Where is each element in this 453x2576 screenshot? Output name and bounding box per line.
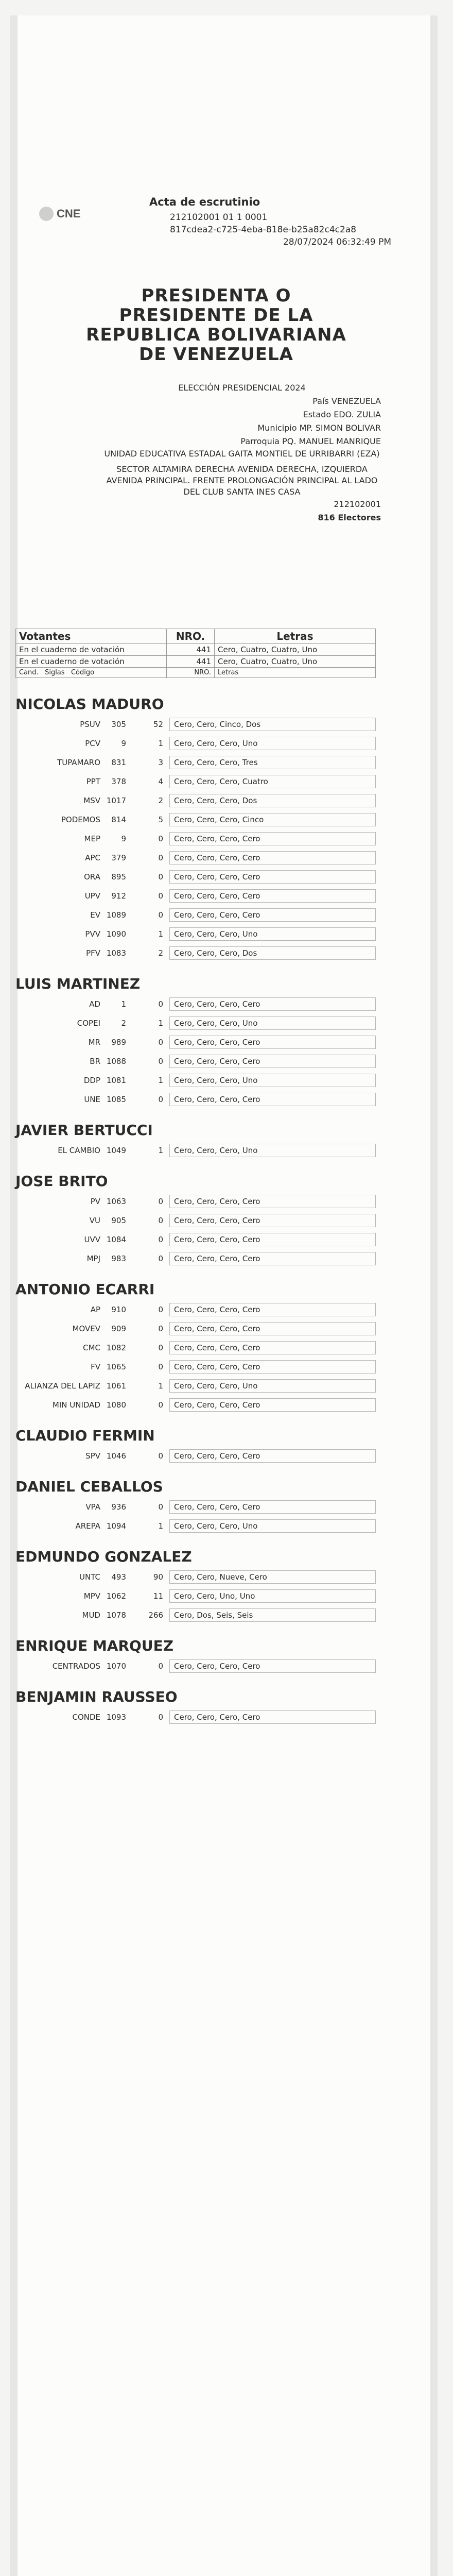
cell-pos: 0: [158, 1037, 163, 1047]
cell-pos: 0: [158, 1056, 163, 1066]
cell-pos: 3: [158, 757, 163, 767]
candidate-name: BENJAMIN RAUSSEO: [15, 1688, 178, 1705]
sub-header-row: Cand. Siglas Código NRO. Letras: [16, 668, 376, 678]
cell-v: 1: [121, 999, 126, 1009]
cell-org: AREPA: [75, 1521, 100, 1531]
cell-v: 910: [111, 1304, 126, 1314]
cell-v: 831: [111, 757, 126, 767]
cell-let: Cero, Cero, Cero, Uno: [169, 1379, 376, 1393]
cell-pos: 0: [158, 1343, 163, 1352]
table-row: [15, 1707, 376, 1726]
cell-v: 814: [111, 815, 126, 824]
cell-pos: 0: [158, 1324, 163, 1333]
candidate-section: [15, 1427, 376, 1465]
cell-pos: 0: [158, 1215, 163, 1225]
table-row: [15, 1586, 376, 1605]
cell-let: Cero, Cero, Cero, Cero: [169, 1233, 376, 1246]
cell-v: 909: [111, 1324, 126, 1333]
cell-v: 378: [111, 776, 126, 786]
cell-v: 936: [111, 1502, 126, 1512]
cell-pos: 0: [158, 1502, 163, 1512]
table-row: [15, 829, 376, 848]
cell-pos: 0: [158, 1661, 163, 1671]
table-row: [15, 715, 376, 734]
right-stripe: [430, 15, 438, 2576]
cell-v: 1049: [106, 1145, 126, 1155]
table-row: [15, 1446, 376, 1465]
cell-org: CENTRADOS: [52, 1661, 100, 1671]
cell-org: UPV: [84, 891, 100, 901]
table-row: [15, 1249, 376, 1268]
cell-let: Cero, Cero, Cero, Cero: [169, 1500, 376, 1514]
cell-pos: 1: [158, 1521, 163, 1531]
cell-v: 1070: [106, 1661, 126, 1671]
cell-let: Cero, Cero, Uno, Uno: [169, 1589, 376, 1603]
cell-let: Cero, Cero, Cero, Cero: [169, 1449, 376, 1463]
table-row: [15, 1090, 376, 1109]
cell-org: VPA: [85, 1502, 100, 1512]
cell-pos: 1: [158, 929, 163, 939]
cell-let: Cero, Cero, Cero, Dos: [169, 794, 376, 807]
votantes-table: [15, 629, 376, 678]
cell-org: MSV: [83, 795, 100, 805]
table-row: [15, 886, 376, 905]
cell-pos: 4: [158, 776, 163, 786]
cell-let: Cero, Cero, Cero, Cero: [169, 1055, 376, 1068]
candidate-section: [15, 1173, 376, 1268]
location-block: [103, 381, 381, 524]
table-row: [15, 1395, 376, 1414]
cell-org: ORA: [84, 872, 100, 882]
acta-uuid: 817cdea2-c725-4eba-818e-b25a82c4c2a8: [170, 225, 357, 235]
cell-let: Cero, Cero, Cero, Tres: [169, 756, 376, 769]
table-row: [15, 943, 376, 962]
cell-pos: 90: [153, 1572, 163, 1582]
direccion: SECTOR ALTAMIRA DERECHA AVENIDA DERECHA, IZQUIERDA AVENIDA PRINCIPAL. FRENTE PROLONGACIÓN PRINCIPAL AL LADO DEL CLUB SANTA INES CASA: [106, 464, 378, 497]
cell-let: Cero, Cero, Cero, Cero: [169, 1710, 376, 1724]
cell-let: Cero, Cero, Cero, Cero: [169, 851, 376, 865]
candidate-name: JAVIER BERTUCCI: [15, 1122, 153, 1139]
table-row: [15, 1605, 376, 1624]
th-votantes: Votantes: [16, 629, 167, 644]
cell-org: UNE: [84, 1094, 100, 1104]
cell-pos: 2: [158, 948, 163, 958]
cell-let: Cero, Cero, Cero, Cero: [169, 1398, 376, 1412]
cell-v: 1083: [106, 948, 126, 958]
cell-org: PCV: [85, 738, 100, 748]
cell-let: Cero, Cero, Cero, Cero: [169, 1303, 376, 1316]
cell-v: 1046: [106, 1451, 126, 1461]
cell-let: Cero, Cero, Cero, Cero: [169, 1214, 376, 1227]
cell-org: COPEI: [77, 1018, 100, 1028]
table-row: [15, 772, 376, 791]
cell-org: UVV: [84, 1234, 100, 1244]
candidate-name: CLAUDIO FERMIN: [15, 1427, 155, 1444]
cell-org: PPT: [86, 776, 100, 786]
table-row: [15, 1567, 376, 1586]
cell-org: EL CAMBIO: [58, 1145, 100, 1155]
cell-v: 1094: [106, 1521, 126, 1531]
candidate-section: [15, 1281, 376, 1414]
table-row: [15, 1141, 376, 1160]
cell-pos: 1: [158, 1381, 163, 1391]
cell-pos: 52: [153, 719, 163, 729]
th-nro: NRO.: [167, 629, 215, 644]
cell-org: MUD: [82, 1610, 100, 1620]
candidate-section: [15, 1478, 376, 1535]
cell-v: 1081: [106, 1075, 126, 1085]
table-row: [15, 1071, 376, 1090]
acta-block: [149, 196, 391, 249]
table-row: [15, 791, 376, 810]
cell-pos: 0: [158, 1304, 163, 1314]
candidate-section: [15, 696, 376, 962]
candidate-name: LUIS MARTINEZ: [15, 975, 141, 992]
table-row: [15, 810, 376, 829]
table-row: [15, 867, 376, 886]
cell-let: Cero, Cero, Cero, Cero: [169, 908, 376, 922]
cell-org: MEP: [84, 834, 100, 843]
cell-org: MPV: [83, 1591, 100, 1601]
cell-v: 1085: [106, 1094, 126, 1104]
cell-v: 912: [111, 891, 126, 901]
cell-org: EV: [90, 910, 100, 920]
cell-pos: 0: [158, 834, 163, 843]
acta-title: Acta de escrutinio: [149, 196, 260, 208]
table-row: [15, 1357, 376, 1376]
cell-v: 1063: [106, 1196, 126, 1206]
cell-org: PSUV: [80, 719, 100, 729]
cell-org: PVV: [85, 929, 100, 939]
table-row: [15, 734, 376, 753]
centro-code: 212102001: [334, 499, 381, 509]
table-row: [15, 753, 376, 772]
cell-let: Cero, Cero, Cero, Cero: [169, 870, 376, 884]
candidate-name: ANTONIO ECARRI: [15, 1281, 155, 1298]
cell-pos: 0: [158, 1362, 163, 1371]
cell-v: 1080: [106, 1400, 126, 1410]
cell-let: Cero, Cero, Cero, Uno: [169, 1074, 376, 1087]
cell-v: 895: [111, 872, 126, 882]
cell-let: Cero, Dos, Seis, Seis: [169, 1608, 376, 1622]
cell-let: Cero, Cero, Cero, Uno: [169, 1016, 376, 1030]
candidate-section: [15, 1122, 376, 1160]
cell-v: 9: [121, 738, 126, 748]
cell-v: 9: [121, 834, 126, 843]
table-row: [15, 1052, 376, 1071]
cell-pos: 1: [158, 1145, 163, 1155]
cell-org: BR: [90, 1056, 100, 1066]
cell-org: MR: [88, 1037, 100, 1047]
table-row: [15, 1013, 376, 1032]
table-row: [15, 1230, 376, 1249]
cell-org: MIN UNIDAD: [52, 1400, 100, 1410]
cell-v: 1061: [106, 1381, 126, 1391]
acta-timestamp: 28/07/2024 06:32:49 PM: [283, 237, 391, 247]
table-row: [15, 1319, 376, 1338]
cell-let: Cero, Cero, Cinco, Dos: [169, 718, 376, 731]
cell-let: Cero, Cero, Cero, Uno: [169, 1519, 376, 1533]
cell-let: Cero, Cero, Cero, Dos: [169, 946, 376, 960]
cell-org: PODEMOS: [61, 815, 100, 824]
cell-pos: 1: [158, 738, 163, 748]
cell-pos: 11: [153, 1591, 163, 1601]
cell-let: Cero, Cero, Cero, Cero: [169, 1360, 376, 1374]
cell-org: DDP: [83, 1075, 100, 1085]
cell-pos: 0: [158, 1234, 163, 1244]
cell-let: Cero, Cero, Cero, Cero: [169, 1252, 376, 1265]
cell-v: 379: [111, 853, 126, 862]
cell-org: AD: [89, 999, 100, 1009]
cell-v: 1062: [106, 1591, 126, 1601]
cell-v: 305: [111, 719, 126, 729]
municipio: Municipio MP. SIMON BOLIVAR: [257, 423, 381, 433]
parroquia: Parroquia PQ. MANUEL MANRIQUE: [240, 436, 381, 446]
cell-pos: 0: [158, 1094, 163, 1104]
candidate-section: [15, 1637, 376, 1675]
cell-org: CONDE: [72, 1712, 100, 1722]
cell-pos: 0: [158, 1253, 163, 1263]
acta-code: 212102001 01 1 0001: [170, 212, 268, 223]
cell-let: Cero, Cero, Cero, Cero: [169, 1341, 376, 1354]
table-row: [15, 905, 376, 924]
cell-org: SPV: [85, 1451, 100, 1461]
estado: Estado EDO. ZULIA: [303, 410, 381, 419]
candidate-section: [15, 975, 376, 1109]
table-row: [15, 1497, 376, 1516]
page-title: PRESIDENTA O PRESIDENTE DE LA REPUBLICA BOLIVARIANA DE VENEZUELA: [86, 285, 346, 365]
cell-pos: 1: [158, 1075, 163, 1085]
cell-let: Cero, Cero, Cero, Cuatro: [169, 775, 376, 788]
cell-v: 1017: [106, 795, 126, 805]
candidate-name: ENRIQUE MARQUEZ: [15, 1637, 174, 1654]
cell-let: Cero, Cero, Cero, Cero: [169, 1195, 376, 1208]
cell-org: TUPAMARO: [57, 757, 100, 767]
cell-v: 1078: [106, 1610, 126, 1620]
candidate-name: NICOLAS MADURO: [15, 696, 164, 713]
table-row: [15, 1656, 376, 1675]
cell-let: Cero, Cero, Cero, Cero: [169, 1093, 376, 1106]
table-row: [15, 924, 376, 943]
table-row: En el cuaderno de votación 441 Cero, Cuatro, Cuatro, Uno: [16, 644, 376, 656]
cell-let: Cero, Cero, Cero, Cero: [169, 1036, 376, 1049]
electores: 816 Electores: [318, 513, 381, 522]
cne-logo-icon: [36, 196, 93, 232]
cell-let: Cero, Cero, Cero, Cero: [169, 889, 376, 903]
cell-pos: 0: [158, 853, 163, 862]
cell-pos: 0: [158, 872, 163, 882]
cell-pos: 0: [158, 891, 163, 901]
cell-v: 1084: [106, 1234, 126, 1244]
cell-org: MPJ: [86, 1253, 100, 1263]
cell-v: 1082: [106, 1343, 126, 1352]
table-row: En el cuaderno de votación 441 Cero, Cuatro, Cuatro, Uno: [16, 656, 376, 668]
pais: País VENEZUELA: [312, 396, 381, 406]
cell-v: 1090: [106, 929, 126, 939]
cell-pos: 0: [158, 999, 163, 1009]
cell-org: MOVEV: [72, 1324, 100, 1333]
cell-org: FV: [91, 1362, 100, 1371]
cell-org: AP: [90, 1304, 100, 1314]
cell-v: 1093: [106, 1712, 126, 1722]
candidate-section: [15, 1548, 376, 1624]
cell-v: 493: [111, 1572, 126, 1582]
table-row: [15, 1338, 376, 1357]
cell-org: ALIANZA DEL LAPIZ: [25, 1381, 100, 1391]
cell-pos: 0: [158, 1451, 163, 1461]
cell-pos: 0: [158, 1712, 163, 1722]
cell-org: VU: [89, 1215, 100, 1225]
cell-pos: 1: [158, 1018, 163, 1028]
cell-v: 1065: [106, 1362, 126, 1371]
candidate-name: EDMUNDO GONZALEZ: [15, 1548, 192, 1565]
cell-let: Cero, Cero, Cero, Cero: [169, 1659, 376, 1673]
cell-pos: 266: [148, 1610, 163, 1620]
cell-v: 905: [111, 1215, 126, 1225]
table-row: [15, 1516, 376, 1535]
cell-v: 2: [121, 1018, 126, 1028]
cell-let: Cero, Cero, Nueve, Cero: [169, 1570, 376, 1584]
cell-pos: 0: [158, 910, 163, 920]
cell-let: Cero, Cero, Cero, Uno: [169, 1144, 376, 1157]
table-row: [15, 1376, 376, 1395]
table-row: [15, 994, 376, 1013]
cell-let: Cero, Cero, Cero, Cinco: [169, 813, 376, 826]
candidate-name: DANIEL CEBALLOS: [15, 1478, 163, 1495]
cell-org: APC: [85, 853, 100, 862]
cell-org: CMC: [83, 1343, 100, 1352]
cell-pos: 0: [158, 1196, 163, 1206]
cell-let: Cero, Cero, Cero, Uno: [169, 927, 376, 941]
candidate-name: JOSE BRITO: [15, 1173, 108, 1190]
cell-org: PV: [90, 1196, 100, 1206]
table-row: [15, 1032, 376, 1052]
cell-v: 983: [111, 1253, 126, 1263]
cell-pos: 5: [158, 815, 163, 824]
svg-text:CNE: CNE: [57, 207, 81, 220]
table-row: [15, 1211, 376, 1230]
cell-org: UNTC: [79, 1572, 100, 1582]
cell-v: 989: [111, 1037, 126, 1047]
centro: UNIDAD EDUCATIVA ESTADAL GAITA MONTIEL DE URRIBARRI (EZA): [104, 449, 380, 459]
cell-let: Cero, Cero, Cero, Cero: [169, 997, 376, 1011]
election-name: ELECCIÓN PRESIDENCIAL 2024: [178, 383, 306, 393]
cell-let: Cero, Cero, Cero, Uno: [169, 737, 376, 750]
cell-let: Cero, Cero, Cero, Cero: [169, 832, 376, 845]
cell-org: PFV: [86, 948, 100, 958]
cell-v: 1088: [106, 1056, 126, 1066]
cell-pos: 0: [158, 1400, 163, 1410]
cell-let: Cero, Cero, Cero, Cero: [169, 1322, 376, 1335]
cell-v: 1089: [106, 910, 126, 920]
cell-pos: 2: [158, 795, 163, 805]
table-row: [15, 1192, 376, 1211]
table-row: [15, 1300, 376, 1319]
th-letras: Letras: [215, 629, 376, 644]
candidate-section: [15, 1688, 376, 1726]
table-row: [15, 848, 376, 867]
